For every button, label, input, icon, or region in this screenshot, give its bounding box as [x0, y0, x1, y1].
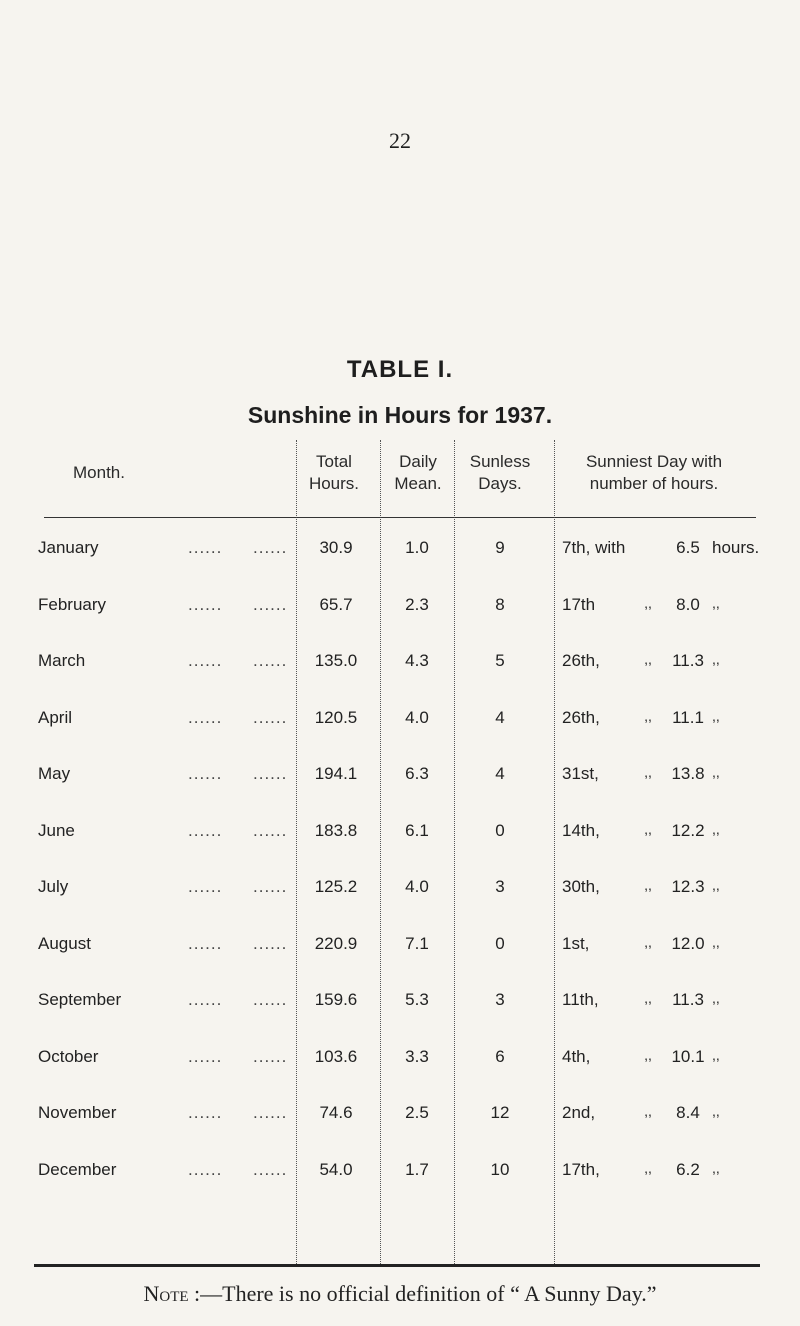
- unit-cell: ,,: [712, 651, 720, 667]
- month-name: September: [38, 990, 122, 1009]
- ditto-mark: ,,: [644, 707, 652, 724]
- month-name: February: [38, 594, 107, 614]
- total-hours-cell: 183.8: [314, 820, 358, 840]
- ditto-mark: ,,: [644, 933, 652, 950]
- total-hours-cell: 135.0: [314, 651, 358, 670]
- sunless-days-cell: 5: [495, 651, 505, 670]
- sunless-days-cell: 8: [495, 594, 505, 614]
- daily-mean-cell: 2.3: [405, 594, 429, 614]
- header-total-line2: Hours.: [308, 474, 360, 493]
- leader-dots: ......: [253, 820, 288, 840]
- ditto-mark: ,,: [644, 1103, 652, 1119]
- unit-cell: ,,: [712, 764, 720, 780]
- daily-mean-cell: 1.0: [405, 538, 429, 557]
- daily-mean-cell: 6.1: [405, 820, 429, 840]
- daily-mean-cell: 7.1: [405, 933, 429, 953]
- header-month-label: Month.: [73, 463, 125, 482]
- sunniest-date-cell: 11th,: [562, 990, 599, 1009]
- unit-cell: ,,: [712, 594, 720, 611]
- header-total-line1: Total: [316, 452, 352, 471]
- note-label: Note: [143, 1281, 189, 1306]
- sunless-days-cell: 3: [495, 990, 505, 1009]
- sunniest-date-cell: 1st,: [562, 933, 590, 953]
- month-name: April: [38, 707, 73, 727]
- sunless-days-cell: 10: [490, 1159, 510, 1179]
- ditto-mark: ,,: [644, 877, 652, 893]
- total-hours-cell: 74.6: [319, 1103, 353, 1122]
- unit-cell: ,,: [712, 990, 720, 1006]
- total-hours-cell: 103.6: [314, 1046, 358, 1066]
- daily-mean-cell: 1.7: [405, 1159, 429, 1179]
- month-name: July: [38, 877, 69, 896]
- leader-dots: ......: [253, 538, 288, 557]
- daily-mean-cell: 4.0: [405, 707, 429, 727]
- sunniest-hours-cell: 10.1: [671, 1046, 705, 1066]
- daily-mean-cell: 6.3: [405, 764, 429, 783]
- table-row: [0, 928, 800, 985]
- month-cell: [38, 934, 292, 954]
- month-name: October: [38, 1046, 99, 1066]
- header-sunless-line2: Days.: [478, 474, 522, 493]
- leader-dots: ......: [188, 877, 223, 896]
- header-daily-line1: Daily: [399, 452, 437, 471]
- header-daily-mean: [386, 451, 450, 495]
- footnote: [0, 1281, 800, 1307]
- month-cell: [38, 538, 292, 558]
- total-hours-cell: 125.2: [314, 877, 358, 896]
- month-cell: [38, 990, 292, 1010]
- sunniest-hours-cell: 11.1: [672, 707, 704, 727]
- sunless-days-cell: 4: [495, 707, 505, 727]
- sunniest-date-cell: 7th, with: [562, 538, 626, 557]
- month-name: March: [38, 651, 86, 670]
- total-hours-cell: 120.5: [314, 707, 358, 727]
- ditto-mark: ,,: [644, 990, 652, 1006]
- leader-dots: ......: [253, 1159, 288, 1179]
- daily-mean-cell: 5.3: [405, 990, 429, 1009]
- daily-mean-cell: 2.5: [405, 1103, 429, 1122]
- sunniest-date-cell: 30th,: [562, 877, 600, 896]
- leader-dots: ......: [253, 764, 288, 783]
- unit-cell: ,,: [712, 707, 720, 724]
- leader-dots: ......: [253, 933, 288, 953]
- month-cell: [38, 1103, 292, 1123]
- header-total-hours: [294, 451, 374, 495]
- leader-dots: ......: [188, 933, 223, 953]
- table-subtitle: Sunshine in Hours for 1937.: [247, 402, 553, 428]
- table-row: [0, 871, 800, 928]
- sunless-days-cell: 9: [495, 538, 505, 557]
- sunniest-hours-cell: 11.3: [672, 651, 704, 670]
- leader-dots: ......: [188, 707, 223, 727]
- leader-dots: ......: [188, 538, 223, 557]
- daily-mean-cell: 3.3: [405, 1046, 429, 1066]
- leader-dots: ......: [188, 1103, 223, 1122]
- table-row: [0, 589, 800, 646]
- total-hours-cell: 65.7: [319, 594, 353, 614]
- leader-dots: ......: [253, 990, 288, 1009]
- leader-dots: ......: [188, 651, 223, 670]
- table-body: [0, 532, 800, 1210]
- sunniest-date-cell: 26th,: [562, 707, 600, 727]
- month-cell: [38, 1047, 292, 1067]
- leader-dots: ......: [188, 594, 223, 614]
- ditto-mark: ,,: [644, 1159, 652, 1176]
- header-sunless-line1: Sunless: [469, 452, 531, 471]
- leader-dots: ......: [188, 764, 223, 783]
- table-row: [0, 984, 800, 1041]
- unit-cell: ,,: [712, 1103, 720, 1119]
- sunniest-hours-cell: 11.3: [672, 990, 704, 1009]
- table-title: TABLE I.: [346, 356, 454, 383]
- leader-dots: ......: [188, 1159, 223, 1179]
- sunniest-date-cell: 14th,: [562, 820, 600, 840]
- sunniest-date-cell: 26th,: [562, 651, 600, 670]
- month-cell: [38, 821, 292, 841]
- daily-mean-cell: 4.3: [405, 651, 429, 670]
- sunniest-date-cell: 31st,: [562, 764, 599, 783]
- note-text: :—There is no official definition of “ A Sunny Day.”: [194, 1281, 657, 1306]
- ditto-mark: ,,: [644, 651, 652, 667]
- leader-dots: ......: [253, 1103, 288, 1122]
- month-name: January: [38, 538, 99, 557]
- header-sunless-days: [458, 451, 542, 495]
- month-cell: [38, 877, 292, 897]
- sunniest-hours-cell: 6.5: [676, 538, 700, 557]
- header-sunniest-line1: Sunniest Day with: [585, 452, 723, 471]
- sunniest-hours-cell: 12.0: [671, 933, 705, 953]
- ditto-mark: ,,: [644, 594, 652, 611]
- header-sunniest-line2: number of hours.: [589, 474, 719, 493]
- sunniest-hours-cell: 8.4: [676, 1103, 700, 1122]
- sunless-days-cell: 3: [495, 877, 505, 896]
- table-row: [0, 1097, 800, 1154]
- table-row: [0, 815, 800, 872]
- month-cell: [38, 651, 292, 671]
- header-month: [44, 462, 154, 484]
- sunniest-date-cell: 4th,: [562, 1046, 591, 1066]
- sunniest-date-cell: 17th,: [562, 1159, 600, 1179]
- ditto-mark: ,,: [644, 1046, 652, 1063]
- leader-dots: ......: [253, 707, 288, 727]
- unit-cell: ,,: [712, 933, 720, 950]
- month-name: December: [38, 1159, 117, 1179]
- sunless-days-cell: 6: [495, 1046, 505, 1066]
- month-name: August: [38, 933, 91, 953]
- total-hours-cell: 194.1: [314, 764, 358, 783]
- table-row: [0, 532, 800, 589]
- table-row: [0, 702, 800, 759]
- leader-dots: ......: [253, 651, 288, 670]
- table-bottom-rule: [34, 1264, 760, 1267]
- sunniest-date-cell: 17th: [562, 594, 596, 614]
- leader-dots: ......: [188, 990, 223, 1009]
- sunniest-hours-cell: 12.2: [671, 820, 705, 840]
- unit-cell: ,,: [712, 820, 720, 837]
- header-rule: [44, 517, 756, 518]
- leader-dots: ......: [253, 594, 288, 614]
- month-cell: [38, 1160, 292, 1180]
- header-daily-line2: Mean.: [394, 474, 442, 493]
- daily-mean-cell: 4.0: [405, 877, 429, 896]
- total-hours-cell: 220.9: [314, 933, 358, 953]
- total-hours-cell: 159.6: [314, 990, 358, 1009]
- month-name: November: [38, 1103, 117, 1122]
- sunless-days-cell: 0: [495, 820, 505, 840]
- month-cell: [38, 764, 292, 784]
- sunless-days-cell: 0: [495, 933, 505, 953]
- table-row: [0, 1154, 800, 1211]
- total-hours-cell: 30.9: [319, 538, 353, 557]
- sunniest-hours-cell: 6.2: [676, 1159, 700, 1179]
- sunniest-hours-cell: 12.3: [671, 877, 705, 896]
- table-row: [0, 758, 800, 815]
- header-sunniest-day: [556, 451, 752, 495]
- month-cell: [38, 708, 292, 728]
- sunniest-hours-cell: 8.0: [676, 594, 700, 614]
- month-name: May: [38, 764, 71, 783]
- leader-dots: ......: [188, 1046, 223, 1066]
- table-row: [0, 645, 800, 702]
- sunniest-date-cell: 2nd,: [562, 1103, 596, 1122]
- sunless-days-cell: 4: [495, 764, 505, 783]
- leader-dots: ......: [253, 1046, 288, 1066]
- ditto-mark: ,,: [644, 820, 652, 837]
- unit-cell: ,,: [712, 877, 720, 893]
- ditto-mark: ,,: [644, 764, 652, 780]
- month-name: June: [38, 820, 75, 840]
- page-number: 22: [389, 128, 411, 153]
- unit-cell: hours.: [712, 538, 760, 557]
- table-row: [0, 1041, 800, 1098]
- sunniest-hours-cell: 13.8: [671, 764, 705, 783]
- total-hours-cell: 54.0: [319, 1159, 353, 1179]
- sunless-days-cell: 12: [490, 1103, 510, 1122]
- unit-cell: ,,: [712, 1159, 720, 1176]
- leader-dots: ......: [188, 820, 223, 840]
- leader-dots: ......: [253, 877, 288, 896]
- month-cell: [38, 595, 292, 615]
- unit-cell: ,,: [712, 1046, 720, 1063]
